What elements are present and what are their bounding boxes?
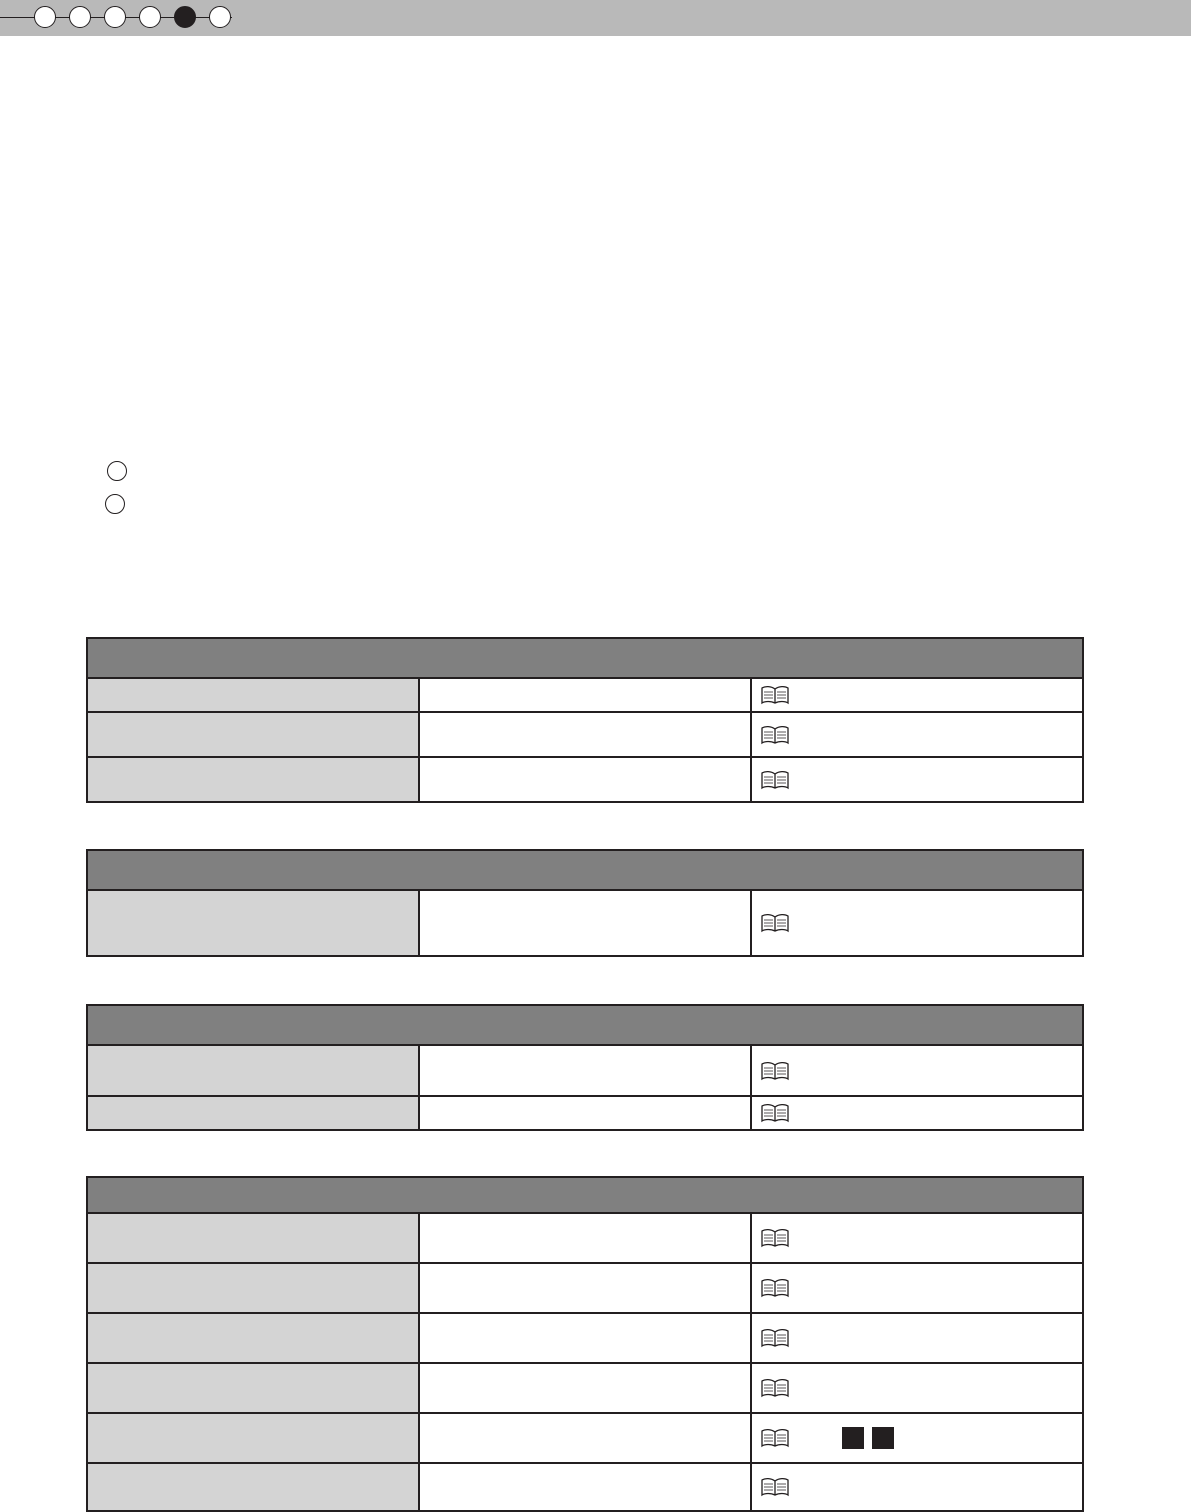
- table-row: [87, 1413, 1083, 1463]
- book-icon: [760, 1228, 790, 1248]
- book-icon: [760, 725, 790, 745]
- step-indicator-2: [69, 6, 91, 28]
- page-ref-cell[interactable]: [751, 1263, 1083, 1313]
- table-row: [87, 1213, 1083, 1263]
- square-icon: [842, 1427, 864, 1449]
- label-cell: [87, 890, 419, 956]
- label-cell: [87, 1045, 419, 1096]
- book-icon: [760, 1378, 790, 1398]
- page-ref-cell[interactable]: [751, 1413, 1083, 1463]
- step-indicator-3: [104, 6, 126, 28]
- page-ref-cell[interactable]: [751, 712, 1083, 757]
- table-header: [87, 1177, 1083, 1213]
- description-cell: [419, 1363, 751, 1413]
- label-cell: [87, 757, 419, 802]
- book-icon: [760, 1103, 790, 1123]
- table-header: [87, 1005, 1083, 1045]
- table-row: [87, 1045, 1083, 1096]
- page-ref-cell[interactable]: [751, 1213, 1083, 1263]
- page-ref-cell[interactable]: [751, 757, 1083, 802]
- page-ref-cell[interactable]: [751, 1363, 1083, 1413]
- description-cell: [419, 757, 751, 802]
- table-row: [87, 1363, 1083, 1413]
- description-cell: [419, 1213, 751, 1263]
- table-row: [87, 1263, 1083, 1313]
- book-icon: [760, 913, 790, 933]
- label-cell: [87, 1463, 419, 1511]
- description-cell: [419, 712, 751, 757]
- table-header: [87, 850, 1083, 890]
- table-row: [87, 890, 1083, 956]
- book-icon: [760, 1328, 790, 1348]
- reference-table-3: [86, 1004, 1084, 1131]
- page-ref-cell[interactable]: [751, 1463, 1083, 1511]
- description-cell: [419, 1045, 751, 1096]
- step-indicator-4: [139, 6, 161, 28]
- table-row: [87, 1463, 1083, 1511]
- page-ref-cell[interactable]: [751, 678, 1083, 712]
- label-cell: [87, 678, 419, 712]
- description-cell: [419, 678, 751, 712]
- table-row: [87, 1096, 1083, 1130]
- label-cell: [87, 1363, 419, 1413]
- label-cell: [87, 1313, 419, 1363]
- table-row: [87, 678, 1083, 712]
- table-row: [87, 757, 1083, 802]
- label-cell: [87, 712, 419, 757]
- description-cell: [419, 1263, 751, 1313]
- bullet-circle-1: [107, 461, 127, 481]
- step-indicator-1: [34, 6, 56, 28]
- book-icon: [760, 1061, 790, 1081]
- description-cell: [419, 1096, 751, 1130]
- page-ref-cell[interactable]: [751, 1096, 1083, 1130]
- book-icon: [760, 1428, 790, 1448]
- book-icon: [760, 1278, 790, 1298]
- label-cell: [87, 1263, 419, 1313]
- square-icon: [872, 1427, 894, 1449]
- description-cell: [419, 890, 751, 956]
- step-indicator-6: [209, 6, 231, 28]
- book-icon: [760, 1477, 790, 1497]
- header-bar: [0, 0, 1191, 36]
- bullet-circle-2: [105, 494, 125, 514]
- table-row: [87, 1313, 1083, 1363]
- step-indicator-5-active: [174, 6, 196, 28]
- description-cell: [419, 1413, 751, 1463]
- book-icon: [760, 685, 790, 705]
- reference-table-4: [86, 1176, 1084, 1512]
- description-cell: [419, 1463, 751, 1511]
- table-header: [87, 638, 1083, 678]
- book-icon: [760, 770, 790, 790]
- label-cell: [87, 1213, 419, 1263]
- page-ref-cell[interactable]: [751, 1045, 1083, 1096]
- reference-table-2: [86, 849, 1084, 957]
- page-ref-cell[interactable]: [751, 890, 1083, 956]
- label-cell: [87, 1413, 419, 1463]
- label-cell: [87, 1096, 419, 1130]
- page-ref-cell[interactable]: [751, 1313, 1083, 1363]
- table-row: [87, 712, 1083, 757]
- reference-table-1: [86, 637, 1084, 803]
- description-cell: [419, 1313, 751, 1363]
